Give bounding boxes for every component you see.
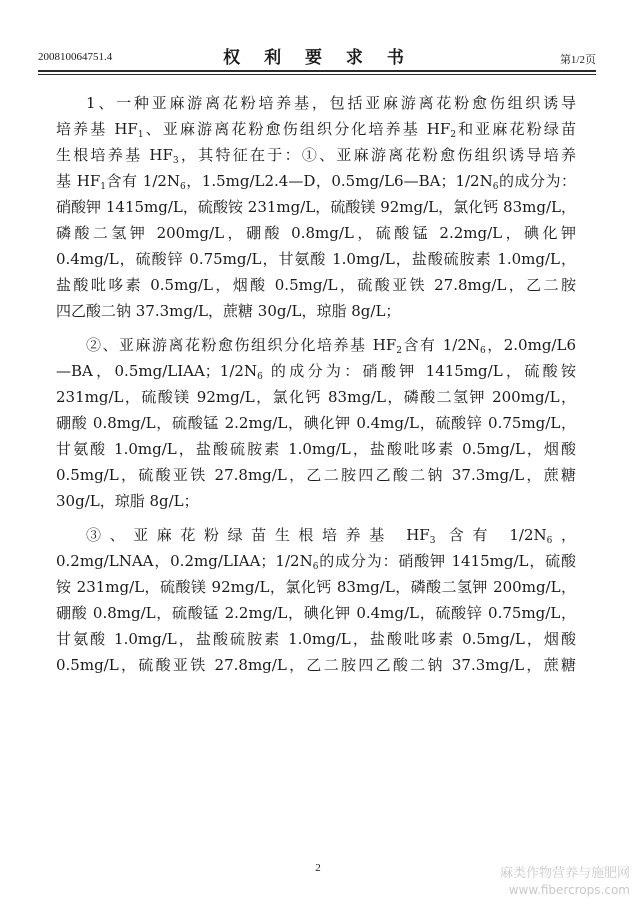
claim-line (56, 358, 576, 384)
watermark-url: www.fibercrops.com (508, 883, 630, 897)
claim-text: 的成分为：硝酸钾 1415mg/L，硫酸铵 (262, 362, 576, 380)
claim-text: 30g/L，琼脂 8g/L； (56, 492, 199, 510)
claim-line (56, 246, 576, 272)
claim-line (56, 168, 576, 194)
claim-text: 0.2mg/LNAA，0.2mg/LIAA；1/2N (56, 552, 313, 570)
claim-line (56, 384, 576, 410)
subscript-text: 3 (429, 536, 436, 546)
page-label: 第1/2页 (559, 54, 596, 66)
document-title: 权 利 要 求 书 (223, 48, 413, 68)
claim-text: 硼酸 0.8mg/L，硫酸锰 2.2mg/L，碘化钾 0.4mg/L，硫酸锌 0.75mg/L， (56, 414, 576, 432)
document-header (0, 0, 636, 80)
subscript-text: 6 (257, 372, 263, 382)
claim-paragraph (56, 522, 576, 678)
claim-text: 培养基 HF (56, 120, 138, 138)
claim-line (56, 626, 576, 652)
claim-line (56, 142, 576, 168)
claim-text: 的成分为： (498, 172, 576, 190)
claim-line (56, 272, 576, 298)
subscript-text: 6 (480, 346, 486, 356)
claim-text: 含有 1/2N (106, 172, 181, 190)
claim-text: 含有 1/2N (401, 336, 481, 354)
claim-text: 1、一种亚麻游离花粉培养基，包括亚麻游离花粉愈伤组织诱导 (86, 94, 576, 112)
claim-line (56, 90, 576, 116)
subscript-text: 6 (180, 182, 186, 192)
claim-line (56, 194, 576, 220)
claims-body (56, 90, 576, 686)
claim-paragraph (56, 90, 576, 324)
claim-text: 0.5mg/L，硫酸亚铁 27.8mg/L，乙二胺四乙酸二钠 37.3mg/L，蔗糖 (56, 466, 576, 484)
watermark-site-name: 麻类作物营养与施肥网 (499, 866, 630, 881)
subscript-text: 2 (396, 346, 402, 356)
claim-text: 含有 1/2N (435, 526, 547, 544)
claim-text: ②、亚麻游离花粉愈伤组织分化培养基 HF (86, 336, 397, 354)
claim-text: 磷酸二氢钾 200mg/L，硼酸 0.8mg/L，硫酸锰 2.2mg/L，碘化钾 (56, 224, 576, 242)
subscript-text: 1 (137, 130, 144, 140)
claim-text: 生根培养基 HF (56, 146, 173, 164)
claim-text: 盐酸吡哆素 0.5mg/L，烟酸 0.5mg/L，硫酸亚铁 27.8mg/L，乙二胺 (56, 276, 576, 294)
claim-text: 硝酸钾 1415mg/L，硫酸铵 231mg/L，硫酸镁 92mg/L，氯化钙 83mg/L， (56, 198, 576, 216)
subscript-text: 1 (100, 182, 106, 192)
subscript-text: 6 (312, 562, 319, 572)
claim-text: 和亚麻花粉绿苗 (456, 120, 576, 138)
claim-line (56, 462, 576, 488)
claim-text: —BA，0.5mg/LIAA；1/2N (56, 362, 258, 380)
subscript-text: 3 (172, 156, 179, 166)
claim-text: ，1.5mg/L2.4—D，0.5mg/L6—BA；1/2N (185, 172, 493, 190)
claim-text: 铵 231mg/L，硫酸镁 92mg/L，氯化钙 83mg/L，磷酸二氢钾 200mg/L， (56, 578, 576, 596)
claim-text: 0.4mg/L，硫酸锌 0.75mg/L，甘氨酸 1.0mg/L，盐酸硫胺素 1.0mg/L， (56, 250, 576, 268)
application-number: 200810064751.4 (38, 51, 113, 63)
claim-text: ， (552, 526, 576, 544)
subscript-text: 6 (546, 536, 553, 546)
page-number: 2 (315, 862, 321, 874)
claim-paragraph (56, 332, 576, 514)
claim-text: ，其特征在于：①、亚麻游离花粉愈伤组织诱导培养 (178, 146, 576, 164)
claim-text: 甘氨酸 1.0mg/L，盐酸硫胺素 1.0mg/L，盐酸吡哆素 0.5mg/L，烟酸 (56, 630, 576, 648)
claim-line (56, 410, 576, 436)
subscript-text: 2 (450, 130, 457, 140)
claim-line (56, 332, 576, 358)
claim-text: 的成分为：硝酸钾 1415mg/L，硫酸 (318, 552, 576, 570)
claim-text: 0.5mg/L，硫酸亚铁 27.8mg/L，乙二胺四乙酸二钠 37.3mg/L，蔗糖 (56, 656, 576, 674)
claim-line (56, 522, 576, 548)
claim-line (56, 652, 576, 678)
claim-line (56, 116, 576, 142)
claim-text: ③、亚麻花粉绿苗生根培养基 HF (86, 526, 430, 544)
header-rule-thin (38, 74, 596, 75)
claim-line (56, 548, 576, 574)
claim-text: 四乙酸二钠 37.3mg/L，蔗糖 30g/L，琼脂 8g/L； (56, 302, 401, 320)
subscript-text: 6 (492, 182, 499, 192)
claim-line (56, 436, 576, 462)
claim-line (56, 488, 576, 514)
claim-text: 、亚麻游离花粉愈伤组织分化培养基 HF (143, 120, 451, 138)
claim-line (56, 220, 576, 246)
claim-line (56, 600, 576, 626)
claim-line (56, 574, 576, 600)
claim-text: ，2.0mg/L6 (485, 336, 576, 354)
watermark (500, 866, 630, 898)
header-rule-thick (38, 70, 596, 72)
claim-text: 231mg/L，硫酸镁 92mg/L，氯化钙 83mg/L，磷酸二氢钾 200mg/L， (56, 388, 576, 406)
claim-text: 基 HF (56, 172, 101, 190)
claim-text: 硼酸 0.8mg/L，硫酸锰 2.2mg/L，碘化钾 0.4mg/L，硫酸锌 0.75mg/L， (56, 604, 576, 622)
claim-line (56, 298, 576, 324)
claim-text: 甘氨酸 1.0mg/L，盐酸硫胺素 1.0mg/L，盐酸吡哆素 0.5mg/L，烟酸 (56, 440, 576, 458)
